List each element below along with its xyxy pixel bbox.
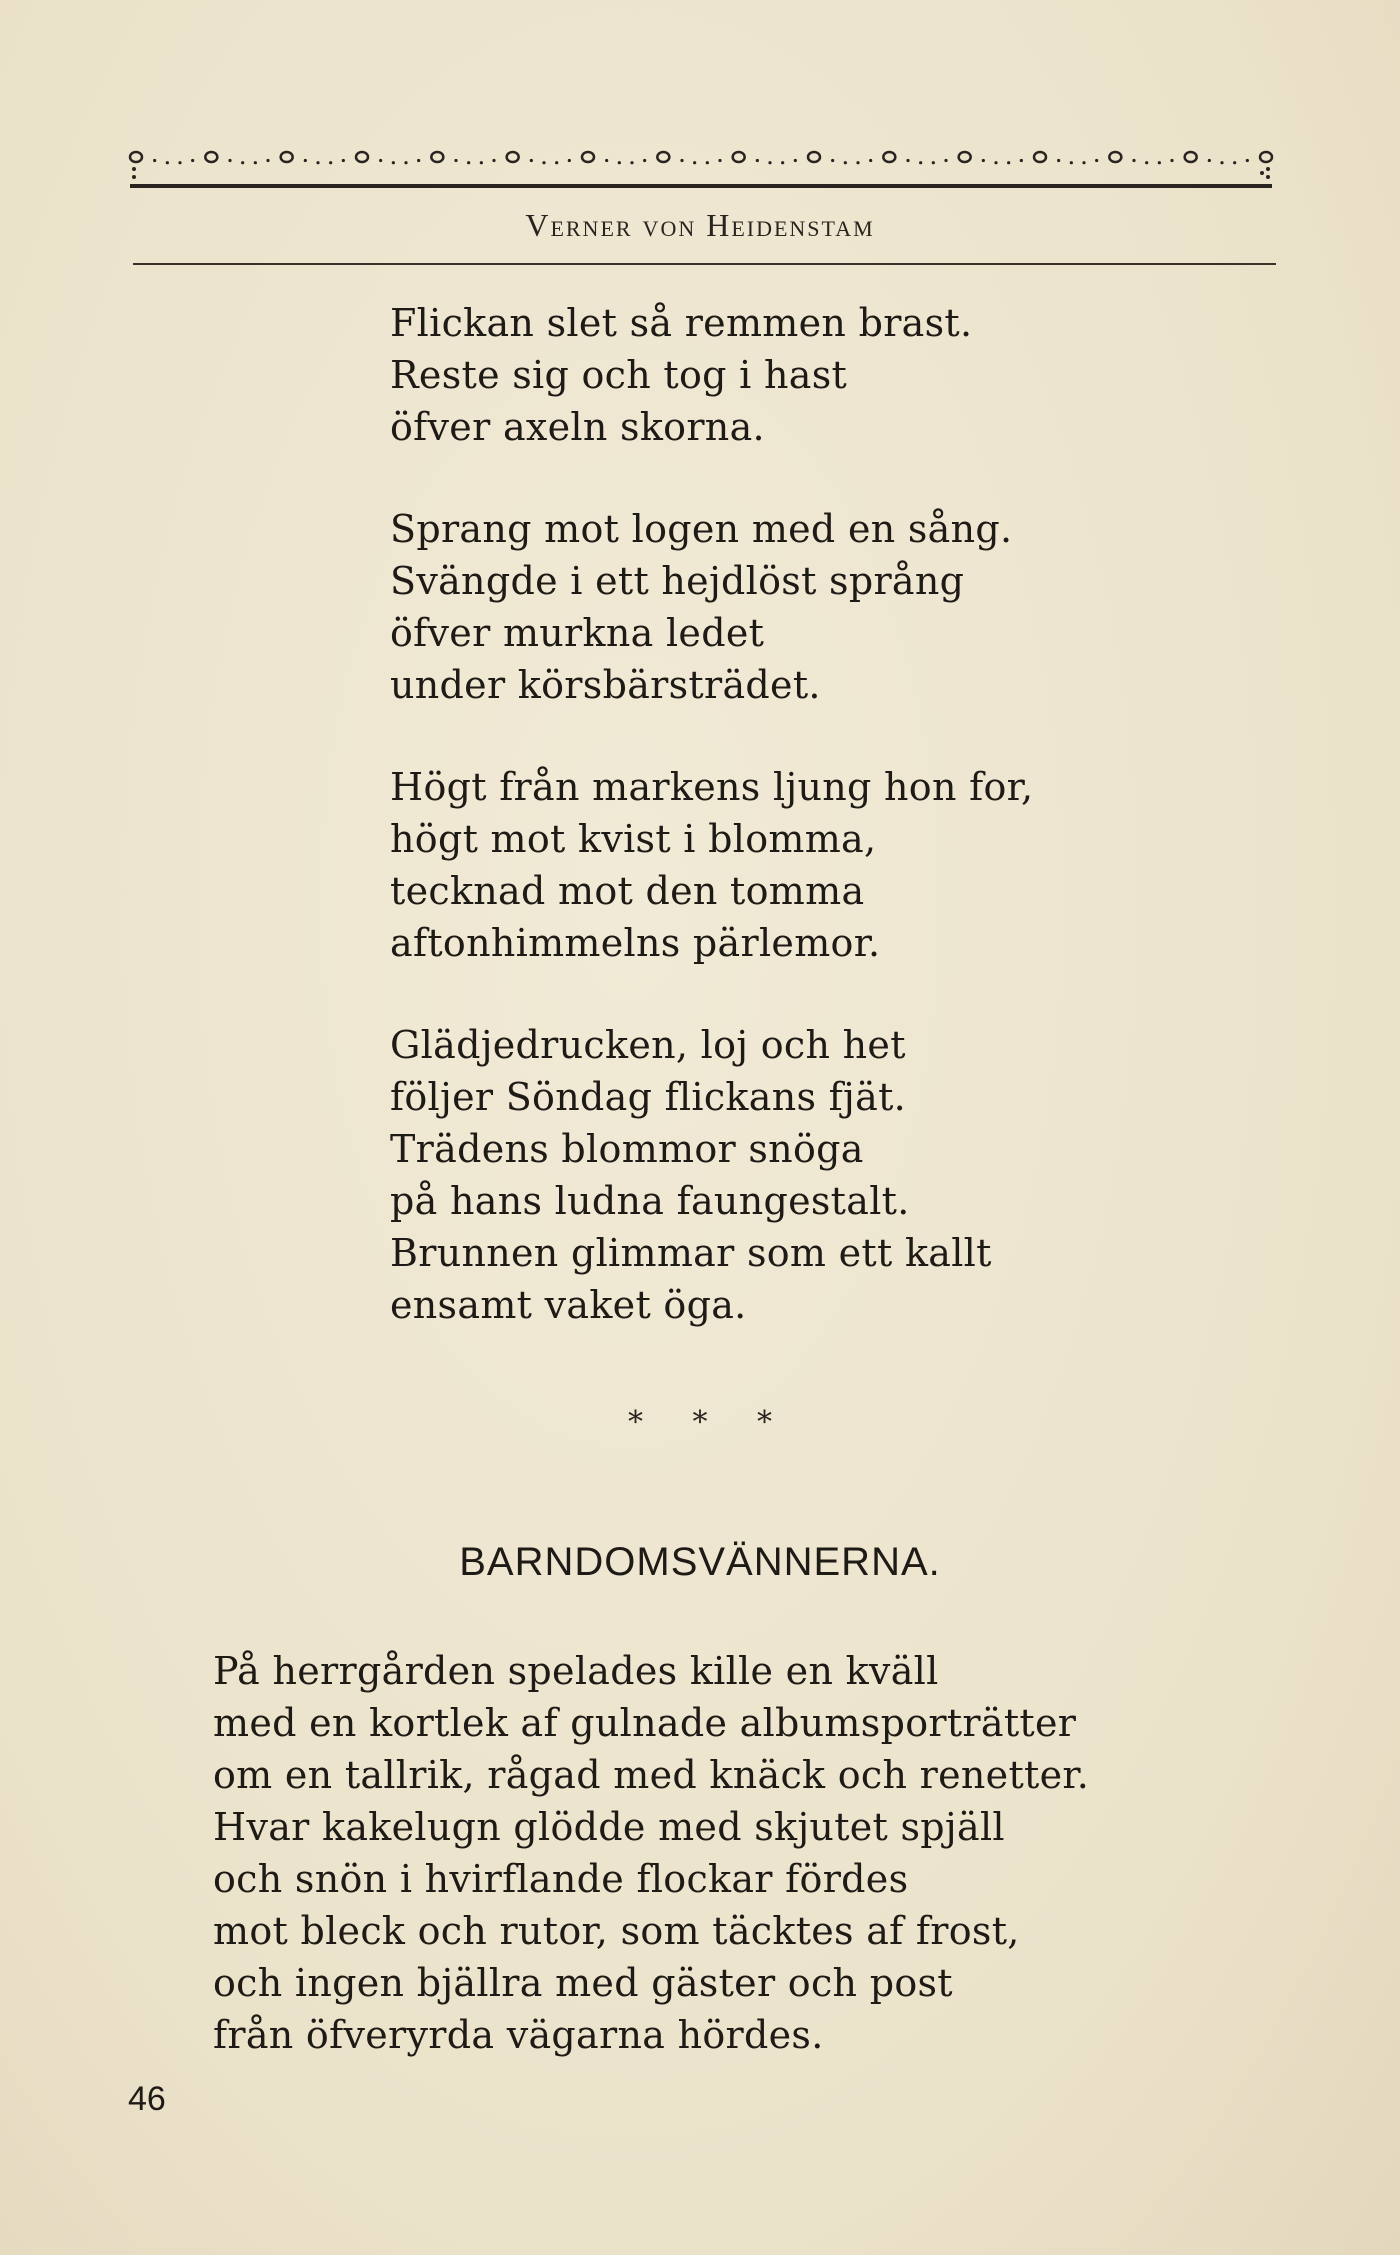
stanza-2 — [390, 503, 1012, 711]
verse-line: Svängde i ett hejdlöst språng — [390, 559, 965, 603]
verse-line: följer Söndag flickans fjät. — [390, 1075, 907, 1119]
verse-line: öfver axeln skorna. — [390, 405, 765, 449]
chain-ornament-icon — [126, 135, 1276, 195]
verse-line: På herrgården spelades kille en kväll — [213, 1649, 939, 1693]
verse-line: Sprang mot logen med en sång. — [390, 507, 1013, 551]
verse-line: Brunnen glimmar som ett kallt — [390, 1231, 992, 1275]
verse-line: under körsbärsträdet. — [390, 663, 821, 707]
verse-line: om en tallrik, rågad med knäck och renetter. — [213, 1753, 1090, 1797]
verse-line: Reste sig och tog i hast — [390, 353, 848, 397]
verse-line: Flickan slet så remmen brast. — [390, 301, 973, 345]
poem-body — [213, 1645, 1089, 2061]
page-number: 46 — [128, 2080, 166, 2118]
verse-line: mot bleck och rutor, som täcktes af frost, — [213, 1909, 1020, 1953]
verse-line: och ingen bjällra med gäster och post — [213, 1961, 953, 2005]
verse-line: på hans ludna faungestalt. — [390, 1179, 910, 1223]
verse-line: Glädjedrucken, loj och het — [390, 1023, 906, 1067]
verse-line: högt mot kvist i blomma, — [390, 817, 877, 861]
verse-line: Högt från markens ljung hon for, — [390, 765, 1034, 809]
verse-line: Hvar kakelugn glödde med skjutet spjäll — [213, 1805, 1005, 1849]
header-rule — [133, 263, 1276, 265]
verse-line: tecknad mot den tomma — [390, 869, 865, 913]
verse-line: med en kortlek af gulnade albumsporträtter — [213, 1701, 1077, 1745]
running-head: Verner von Heidenstam — [525, 207, 875, 243]
verse-line: ensamt vaket öga. — [390, 1283, 747, 1327]
verse-line: och snön i hvirflande flockar fördes — [213, 1857, 909, 1901]
section-title: BARNDOMSVÄNNERNA. — [459, 1540, 941, 1584]
stanza-1 — [390, 297, 972, 453]
verse-line: från öfveryrda vägarna hördes. — [213, 2013, 824, 2057]
verse-line: öfver murkna ledet — [390, 611, 765, 655]
stanza-3 — [390, 761, 1033, 969]
verse-line: Trädens blommor snöga — [390, 1127, 864, 1171]
section-separator: * * * — [627, 1405, 773, 1440]
verse-line: aftonhimmelns pärlemor. — [390, 921, 881, 965]
stanza-4 — [390, 1019, 992, 1331]
